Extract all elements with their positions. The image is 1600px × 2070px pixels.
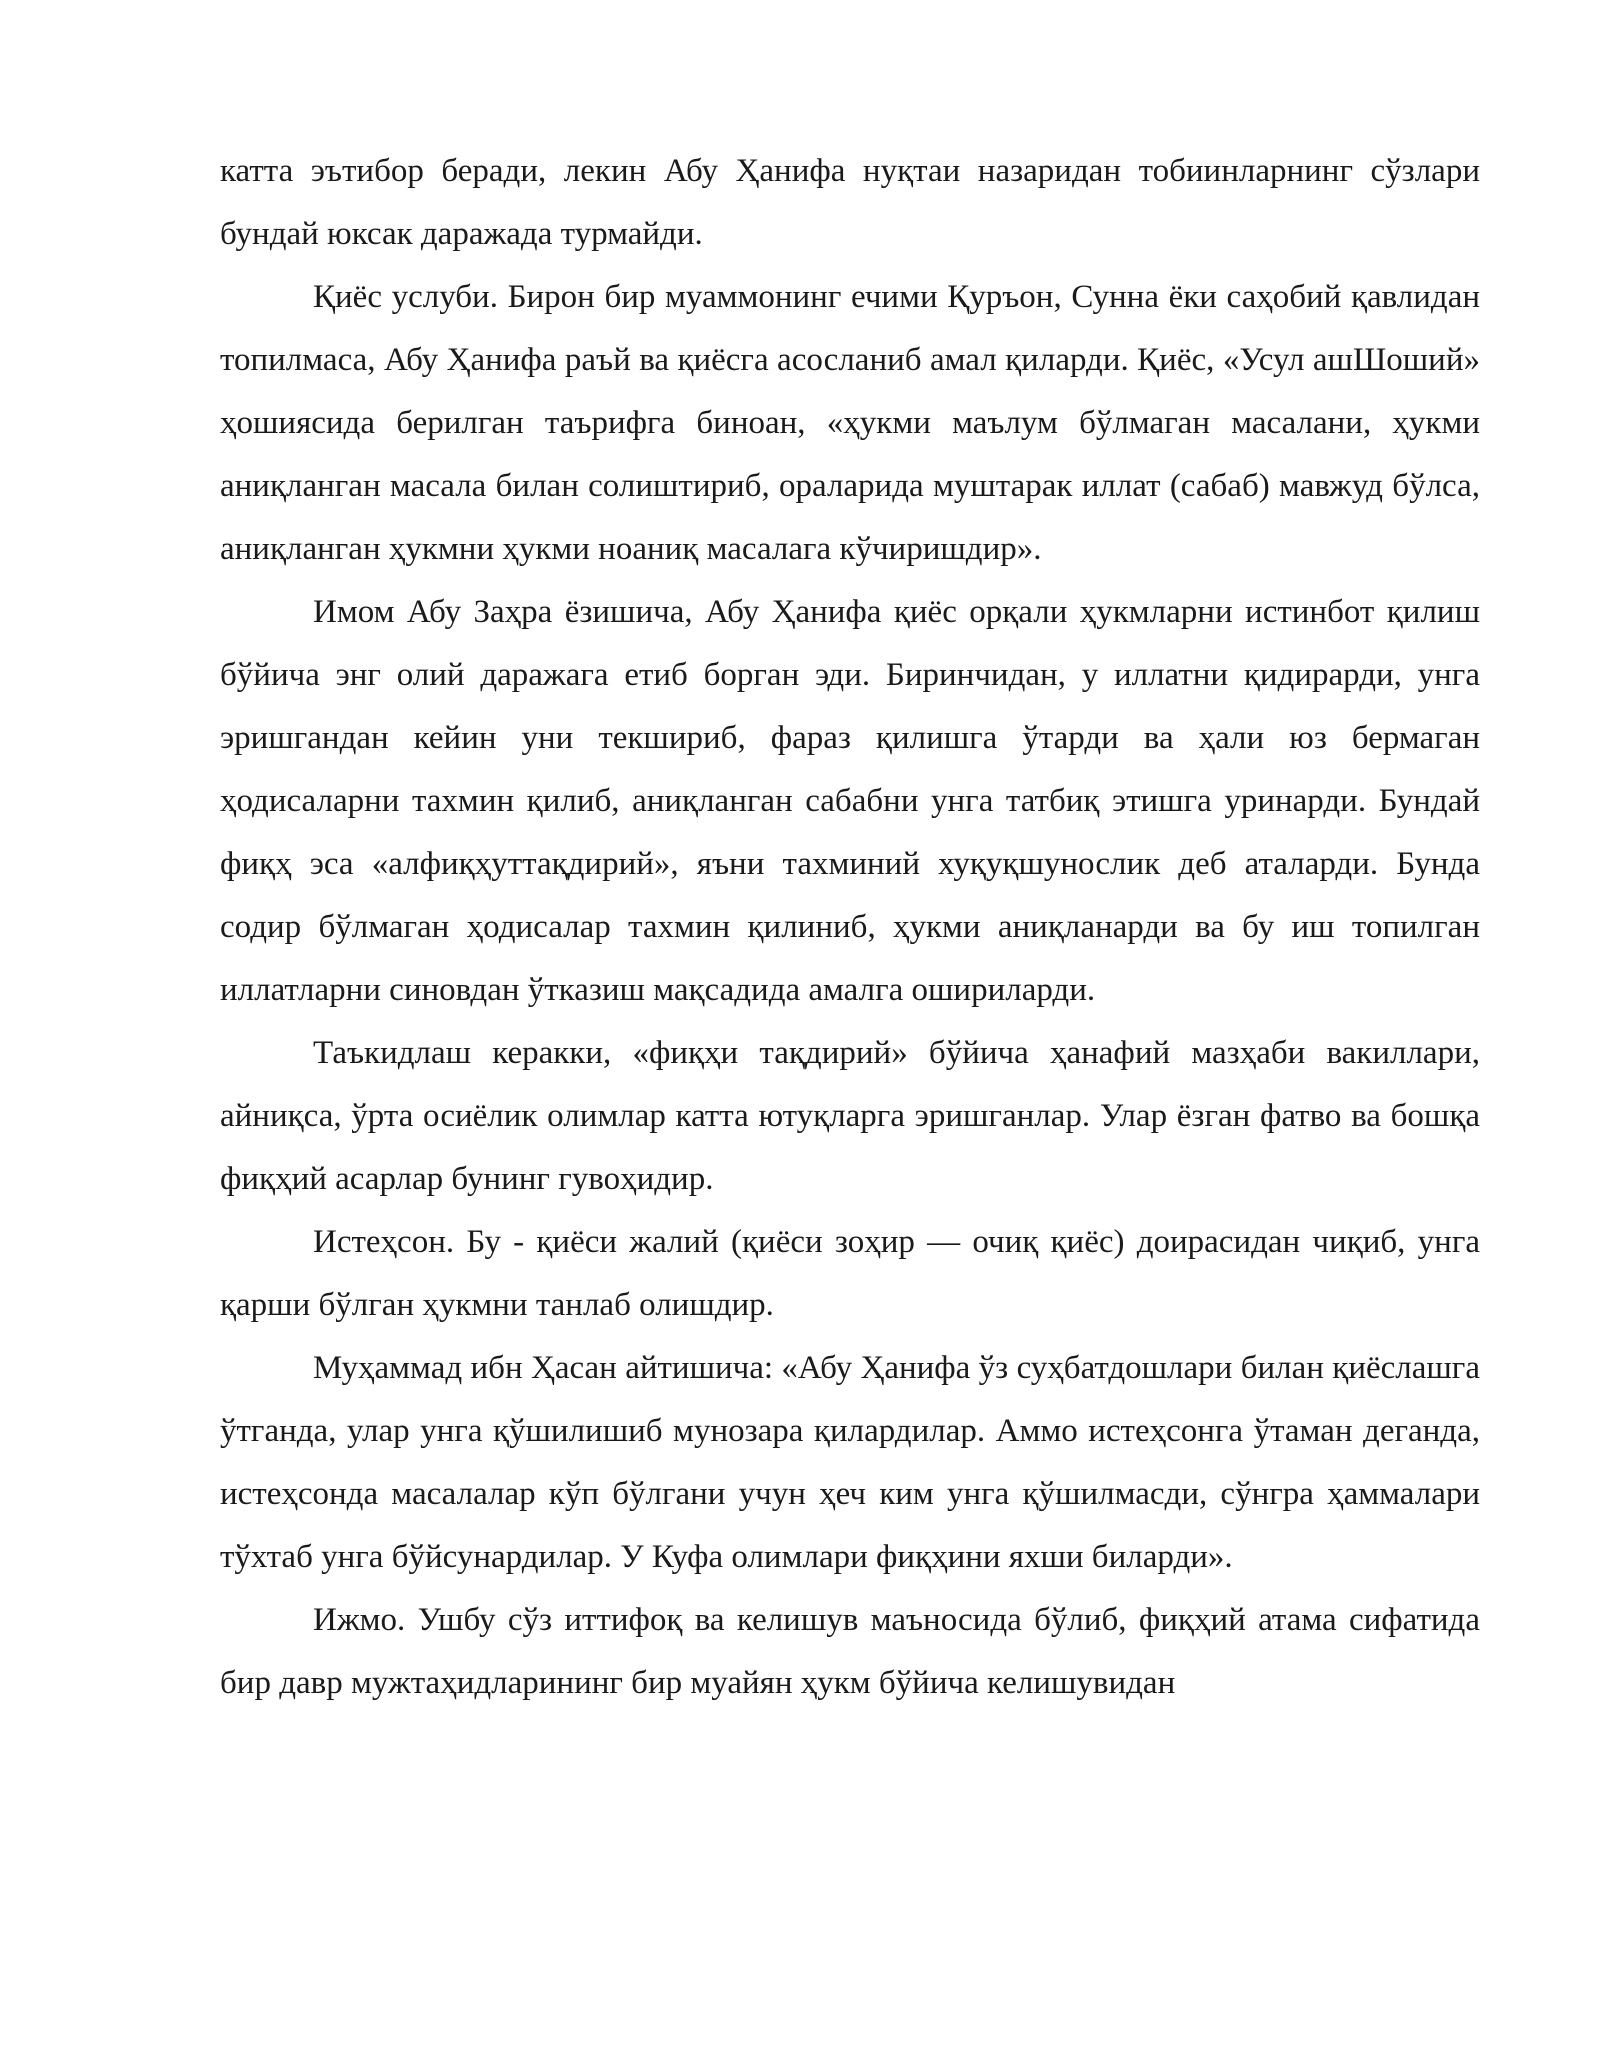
paragraph-4: Таъкидлаш керакки, «фиқҳи тақдирий» бўйича ҳанафий мазҳаби вакиллари, айниқса, ўрта осиёлик олимлар катта ютуқларга эришганлар. Улар ёзган фатво ва бошқа фиқҳий асарлар бунинг гувоҳидир. bbox=[220, 1035, 1480, 1197]
paragraph-2: Қиёс услуби. Бирон бир муаммонинг ечими Қуръон, Сунна ёки саҳобий қавлидан топилмаса, Абу Ҳанифа раъй ва қиёсга асосланиб амал қиларди. Қиёс, «Усул ашШоший» ҳошиясида берилган таърифга биноан, «ҳукми маълум бўлмаган масалани, ҳукми аниқланган масала билан солиштириб, ораларида муштарак иллат (сабаб) мавжуд бўлса, аниқланган ҳукмни ҳукми ноаниқ масалага кўчиришдир». bbox=[220, 279, 1480, 567]
paragraph-7: Ижмо. Ушбу сўз иттифоқ ва келишув маъносида бўлиб, фиқҳий атама сифатида бир давр мужтаҳидларининг бир муайян ҳукм бўйича келишувидан bbox=[220, 1602, 1480, 1701]
paragraph-3: Имом Абу Заҳра ёзишича, Абу Ҳанифа қиёс орқали ҳукмларни истинбот қилиш бўйича энг олий даражага етиб борган эди. Биринчидан, у иллатни қидирарди, унга эришгандан кейин уни текшириб, фараз қилишга ўтарди ва ҳали юз бермаган ҳодисаларни тахмин қилиб, аниқланган сабабни унга татбиқ этишга уринарди. Бундай фиқҳ эса «алфиқҳуттақдирий», яъни тахминий хуқуқшунослик деб аталарди. Бунда содир бўлмаган ҳодисалар тахмин қилиниб, ҳукми аниқланарди ва бу иш топилган иллатларни синовдан ўтказиш мақсадида амалга ошириларди. bbox=[220, 594, 1480, 1008]
document-page bbox=[220, 140, 1480, 1715]
paragraph-6: Муҳаммад ибн Ҳасан айтишича: «Абу Ҳанифа ўз суҳбатдошлари билан қиёслашга ўтганда, улар унга қўшилишиб мунозара қилардилар. Аммо истеҳсонга ўтаман деганда, истеҳсонда масалалар кўп бўлгани учун ҳеч ким унга қўшилмасди, сўнгра ҳаммалари тўхтаб унга бўйсунардилар. У Куфа олимлари фиқҳини яхши биларди». bbox=[220, 1350, 1480, 1575]
paragraph-5: Истеҳсон. Бу - қиёси жалий (қиёси зоҳир — очиқ қиёс) доирасидан чиқиб, унга қарши бўлган ҳукмни танлаб олишдир. bbox=[220, 1224, 1480, 1323]
paragraph-1: катта эътибор беради, лекин Абу Ҳанифа нуқтаи назаридан тобиинларнинг сўзлари бундай юксак даражада турмайди. bbox=[220, 153, 1480, 252]
